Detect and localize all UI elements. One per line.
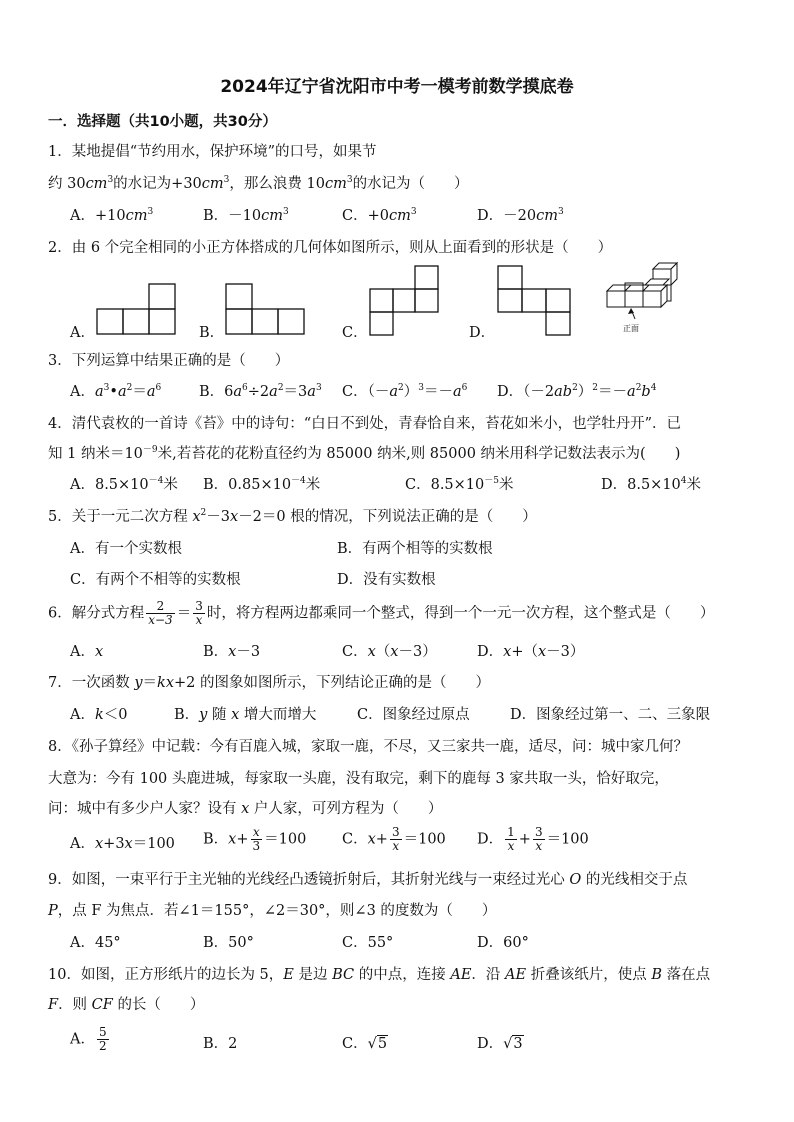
q1-option-d[interactable]: D．$-20cm^3$ [477, 207, 564, 224]
q2-figure-d [497, 265, 573, 337]
q3-option-d[interactable]: D．$(-2ab^2)^2=-a^2b^4$ [497, 383, 657, 400]
q4-stem-line2: 知 1 纳米$=10^{-9}$米,若苔花的花粉直径约为 85000 纳米,则 85000 纳米用科学记数法表示为( ) [48, 445, 681, 462]
q5-option-d[interactable]: D．没有实数根 [337, 572, 436, 588]
q8-option-b[interactable]: B．x+ $\frac{x}{3}$ ＝100 [203, 825, 307, 853]
page-title: 2024年辽宁省沈阳市中考一模考前数学摸底卷 [220, 77, 574, 97]
q2-solid-figure [601, 259, 681, 333]
q1-stem-line2: 约 $30cm^3$的水记为$+30cm^3$，那么浪费 $10cm^3$的水记为（ ） [48, 175, 469, 192]
q1-option-a[interactable]: A．$+10cm^3$ [70, 207, 154, 224]
q9-stem-line1: 9．如图，一束平行于主光轴的光线经凸透镜折射后，其折射光线与一束经过光心 O 的光线相交于点 [48, 872, 688, 888]
q9-option-d[interactable]: D．60° [477, 935, 529, 951]
q1-option-b[interactable]: B．$-10cm^3$ [203, 207, 289, 224]
q5-option-a[interactable]: A．有一个实数根 [70, 541, 182, 557]
q9-stem-line2: P，点 F 为焦点．若∠1＝155°，∠2＝30°，则∠3 的度数为（ ） [48, 903, 497, 919]
q1-stem-line1: 1．某地提倡“节约用水，保护环境”的口号，如果节 [48, 144, 377, 160]
q3-stem: 3．下列运算中结果正确的是（ ） [48, 353, 290, 369]
q2-option-c[interactable]: C． [342, 325, 368, 341]
q5-option-b[interactable]: B．有两个相等的实数根 [337, 541, 493, 557]
q10-option-d[interactable]: D．√3 [477, 1036, 523, 1052]
q5-option-c[interactable]: C．有两个不相等的实数根 [70, 572, 241, 588]
section-heading: 一．选择题（共10小题，共30分） [48, 114, 277, 130]
q9-option-c[interactable]: C．55° [342, 935, 394, 951]
q4-option-d[interactable]: D．$8.5\times 10^4$米 [601, 476, 702, 493]
q8-option-c[interactable]: C．x+ $\frac{3}{x}$ ＝100 [342, 825, 446, 853]
q2-figure-a [96, 284, 176, 336]
q3-option-c[interactable]: C．$(-a^2)^3=-a^6$ [342, 383, 468, 400]
q8-option-a[interactable]: A．x+3x＝100 [70, 836, 175, 852]
q7-option-c[interactable]: C．图象经过原点 [357, 707, 470, 723]
q6-option-a[interactable]: A．x [70, 644, 104, 660]
q10-stem-line1: 10．如图，正方形纸片的边长为 5，E 是边 BC 的中点，连接 AE．沿 AE 折叠该纸片，使点 B 落在点 [48, 967, 711, 983]
q7-option-b[interactable]: B．y 随 x 增大而增大 [174, 707, 317, 723]
q3-option-a[interactable]: A．$a^3•a^2=a^6$ [70, 383, 162, 400]
q6-option-c[interactable]: C．x（x－3） [342, 644, 437, 660]
q4-option-a[interactable]: A．$8.5\times 10^{-4}$米 [70, 476, 178, 493]
q10-stem-line2: F．则 CF 的长（ ） [48, 997, 205, 1013]
q8-option-d[interactable]: D． $\frac{1}{x}$ + $\frac{3}{x}$ ＝100 [477, 825, 589, 853]
q2-option-d[interactable]: D． [469, 325, 496, 341]
q8-stem-line1: 8．《孙子算经》中记载：今有百鹿入城，家取一鹿，不尽，又三家共一鹿，适尽，问：城中家几何？ [48, 739, 688, 755]
q5-stem: 5．关于一元二次方程 $x^2-3x-2=0$ 根的情况，下列说法正确的是（ ） [48, 508, 537, 525]
q4-option-c[interactable]: C．$8.5\times 10^{-5}$米 [405, 476, 514, 493]
q2-option-b[interactable]: B． [199, 325, 225, 341]
q6-stem: 6．解分式方程 $\frac{2}{x-3}$ ＝ $\frac{3}{x}$ 时，将方程两边都乘同一个整式，得到一个一元一次方程，这个整式是（ ） [48, 599, 715, 627]
q8-stem-line2: 大意为：今有 100 头鹿进城，每家取一头鹿，没有取完，剩下的鹿每 3 家共取一头，恰好取完， [48, 771, 669, 787]
q6-fraction-left: $\frac{2}{x-3}$ [148, 599, 173, 627]
q2-figure-b [225, 284, 305, 336]
q10-option-b[interactable]: B．2 [203, 1036, 238, 1052]
front-label: 正面 [623, 324, 639, 333]
q3-option-b[interactable]: B．$6a^6\div 2a^2=3a^3$ [199, 383, 322, 400]
q2-option-a[interactable]: A． [70, 325, 95, 341]
q1-option-c[interactable]: C．$+0cm^3$ [342, 207, 417, 224]
q10-option-a[interactable]: A． $\frac{5}{2}$ [70, 1025, 107, 1053]
q9-option-b[interactable]: B．50° [203, 935, 254, 951]
q10-option-c[interactable]: C．√5 [342, 1036, 388, 1052]
q6-fraction-right: $\frac{3}{x}$ [195, 599, 203, 627]
q4-option-b[interactable]: B．$0.85\times 10^{-4}$米 [203, 476, 321, 493]
q2-figure-c [369, 265, 439, 337]
q9-option-a[interactable]: A．45° [70, 935, 121, 951]
q4-stem-line1: 4．清代袁枚的一首诗《苔》中的诗句：“白日不到处，青春恰自来，苔花如米小，也学牡丹开”．已 [48, 416, 682, 432]
q8-stem-line3: 问：城中有多少户人家？设有 x 户人家，可列方程为（ ） [48, 801, 443, 817]
q7-stem: 7．一次函数 y＝kx+2 的图象如图所示，下列结论正确的是（ ） [48, 675, 490, 691]
q7-option-d[interactable]: D．图象经过第一、二、三象限 [510, 707, 711, 723]
q2-stem: 2．由 6 个完全相同的小正方体搭成的几何体如图所示，则从上面看到的形状是（ ） [48, 240, 613, 256]
q6-option-d[interactable]: D．x+（x－3） [477, 644, 585, 660]
q7-option-a[interactable]: A．k＜0 [70, 707, 128, 723]
q6-option-b[interactable]: B．x－3 [203, 644, 261, 660]
